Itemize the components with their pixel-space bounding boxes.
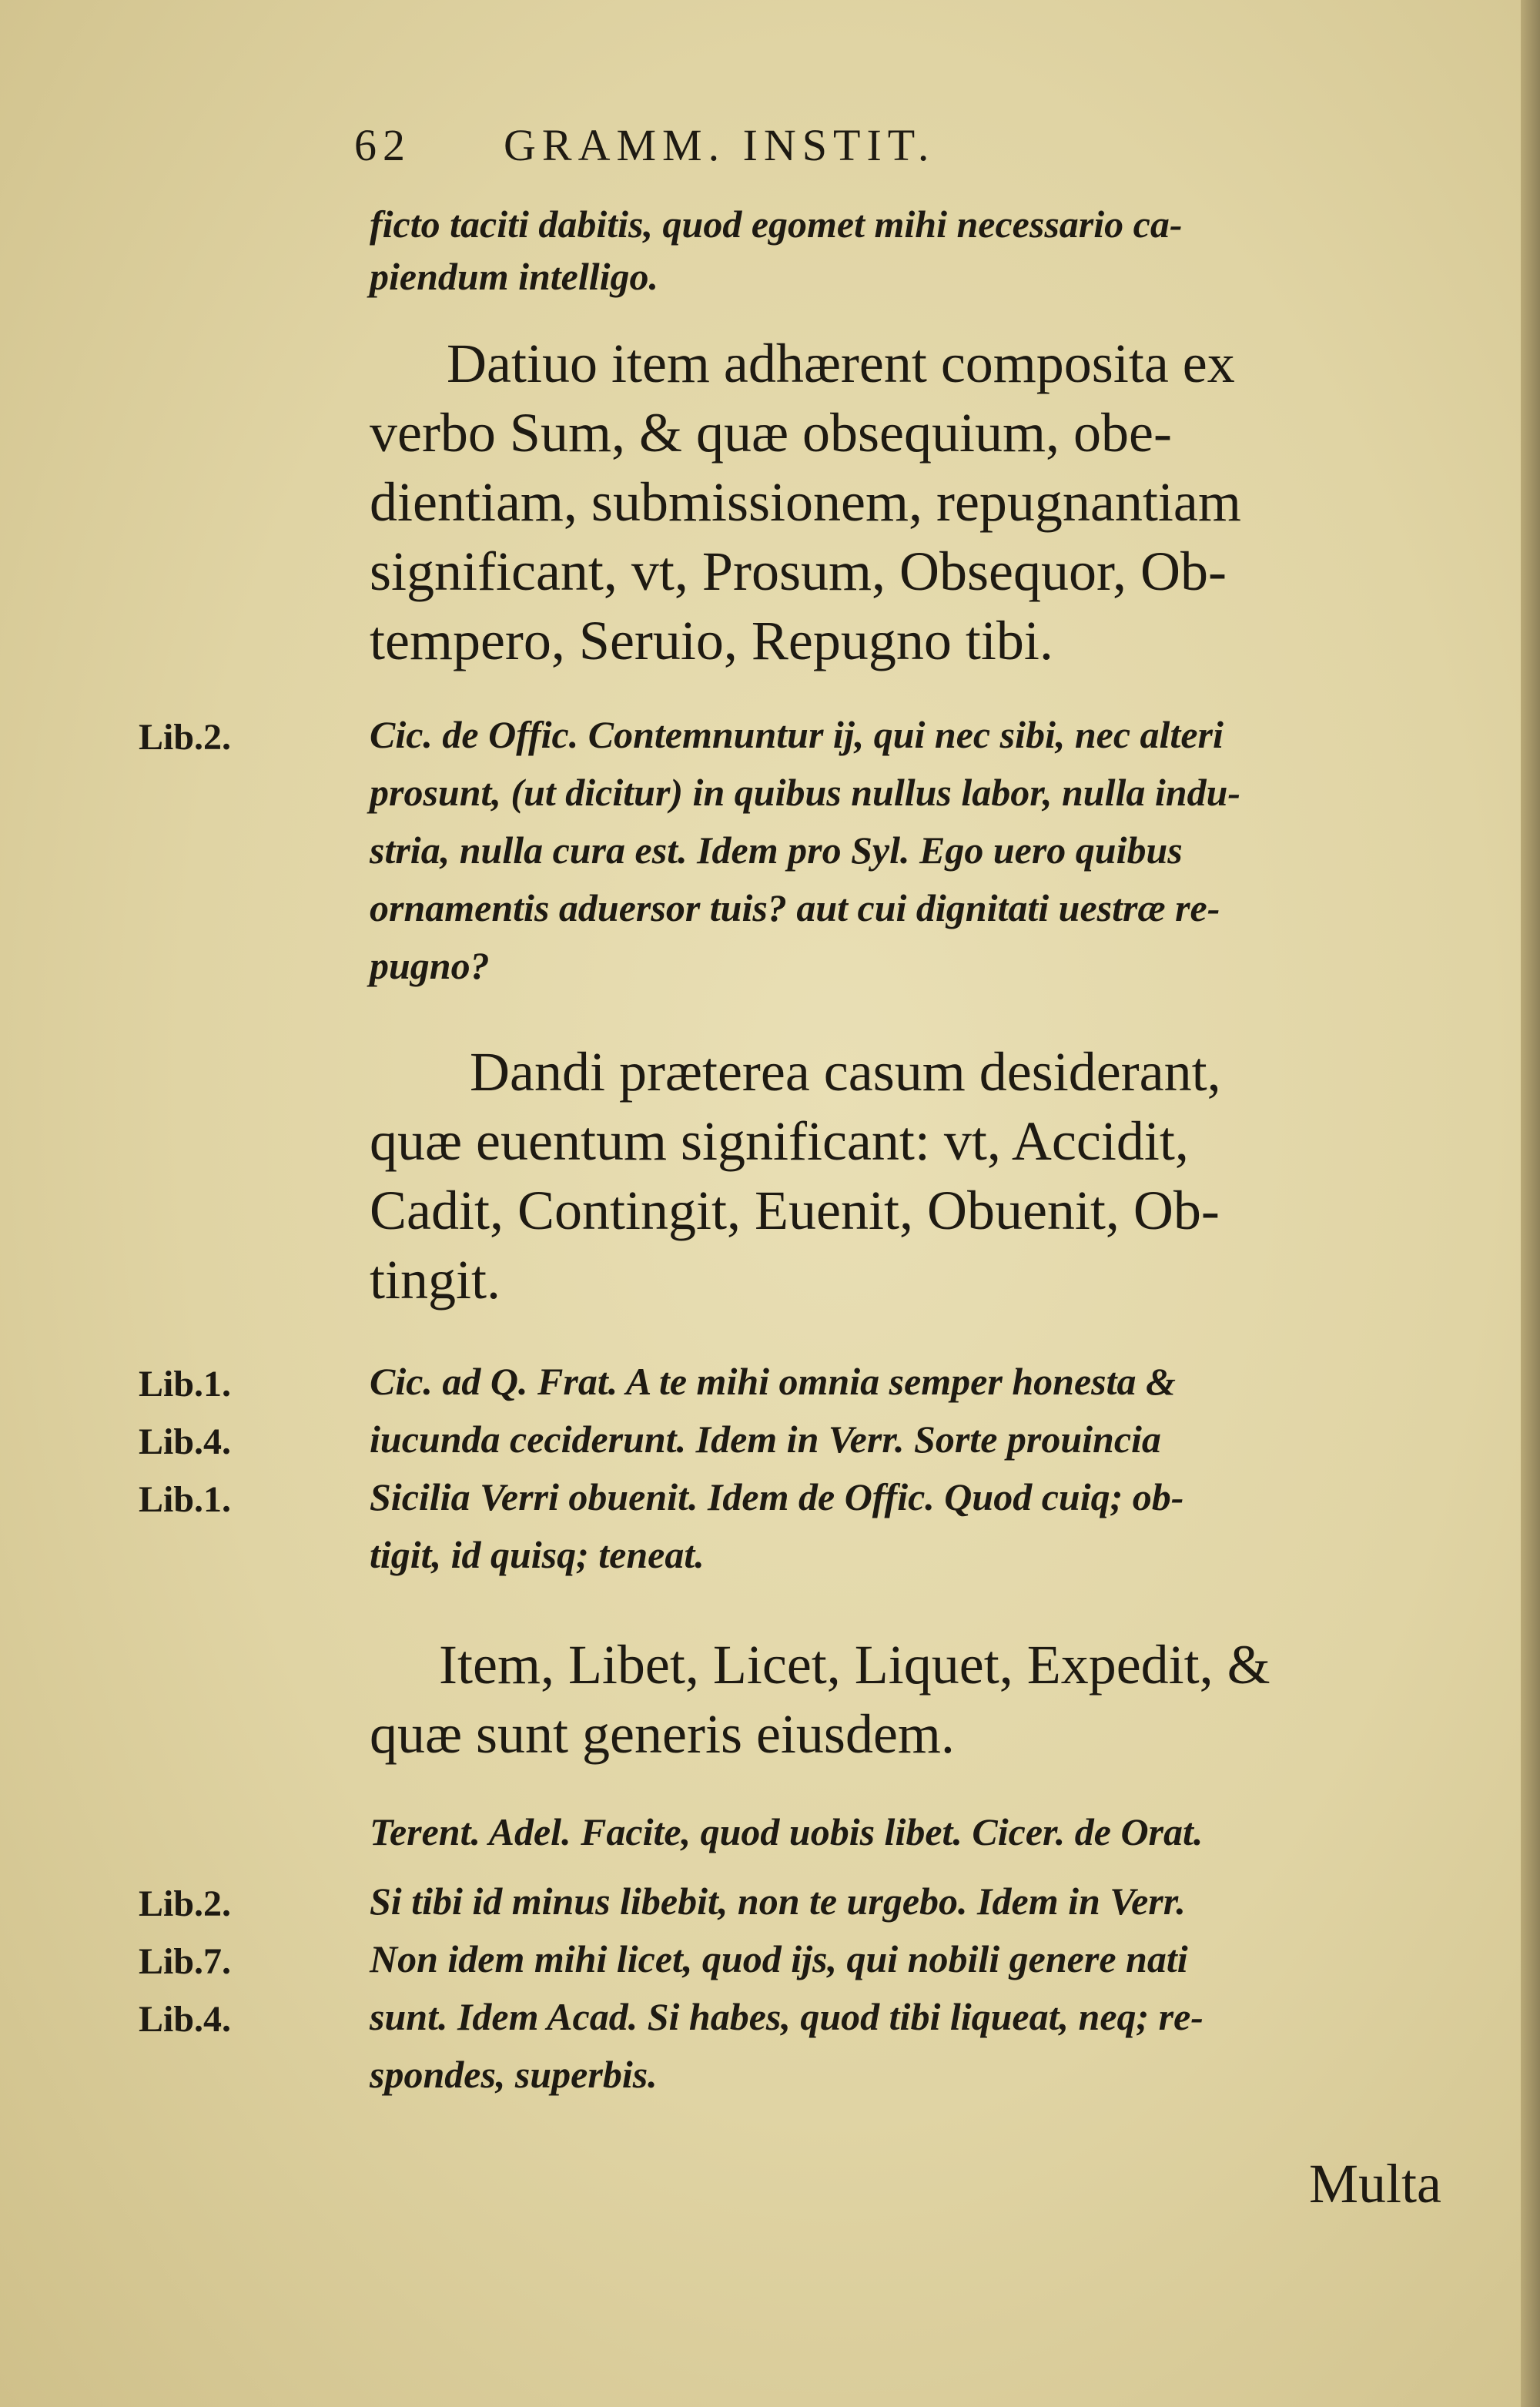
margin-note: Lib.2.	[139, 717, 232, 758]
text-line: iucunda ceciderunt. Idem in Verr. Sorte prouincia	[370, 1418, 1161, 1461]
text-line: quæ sunt generis eiusdem.	[370, 1703, 955, 1765]
text-line: Cic. de Offic. Contemnuntur ij, qui nec sibi, nec alteri	[370, 713, 1224, 756]
text-line: Datiuo item adhærent composita ex	[447, 333, 1235, 394]
text-line: quæ euentum significant: vt, Accidit,	[370, 1110, 1189, 1172]
text-line: spondes, superbis.	[370, 2053, 658, 2096]
text-line: verbo Sum, & quæ obsequium, obe-	[370, 402, 1172, 464]
text-line: Terent. Adel. Facite, quod uobis libet. Cicer. de Orat.	[370, 1810, 1204, 1853]
margin-note: Lib.1.	[139, 1364, 232, 1404]
page-number: 62	[354, 120, 411, 170]
text-line: ficto taciti dabitis, quod egomet mihi necessario ca-	[370, 203, 1183, 246]
running-title: GRAMM. INSTIT.	[504, 120, 936, 170]
text-line: significant, vt, Prosum, Obsequor, Ob-	[370, 541, 1227, 602]
text-line: Dandi præterea casum desiderant,	[470, 1041, 1221, 1103]
margin-note: Lib.2.	[139, 1883, 232, 1924]
page-edge	[1521, 0, 1540, 2407]
text-line: Cadit, Contingit, Euenit, Obuenit, Ob-	[370, 1180, 1220, 1241]
margin-note: Lib.4.	[139, 1999, 232, 2040]
text-line: prosunt, (ut dicitur) in quibus nullus labor, nulla indu-	[370, 771, 1241, 814]
text-line: tigit, id quisq; teneat.	[370, 1533, 705, 1576]
margin-note: Lib.4.	[139, 1421, 232, 1462]
text-line: Si tibi id minus libebit, non te urgebo. Idem in Verr.	[370, 1880, 1186, 1923]
catchword: Multa	[1309, 2153, 1441, 2215]
text-line: tingit.	[370, 1249, 501, 1311]
text-line: Item, Libet, Licet, Liquet, Expedit, &	[439, 1634, 1270, 1696]
text-line: pugno?	[370, 944, 490, 987]
margin-note: Lib.7.	[139, 1941, 232, 1982]
text-line: Cic. ad Q. Frat. A te mihi omnia semper honesta &	[370, 1360, 1176, 1403]
text-line: tempero, Seruio, Repugno tibi.	[370, 610, 1053, 671]
text-line: Non idem mihi licet, quod ijs, qui nobili genere nati	[370, 1937, 1188, 1980]
text-line: dientiam, submissionem, repugnantiam	[370, 471, 1241, 533]
text-line: sunt. Idem Acad. Si habes, quod tibi liqueat, neq; re-	[370, 1995, 1204, 2038]
text-line: piendum intelligo.	[370, 255, 659, 298]
text-line: ornamentis aduersor tuis? aut cui dignitati uestræ re-	[370, 886, 1220, 929]
text-line: Sicilia Verri obuenit. Idem de Offic. Quod cuiq; ob-	[370, 1475, 1184, 1518]
running-header	[354, 119, 1278, 171]
margin-note: Lib.1.	[139, 1479, 232, 1520]
text-line: stria, nulla cura est. Idem pro Syl. Ego uero quibus	[370, 829, 1183, 872]
